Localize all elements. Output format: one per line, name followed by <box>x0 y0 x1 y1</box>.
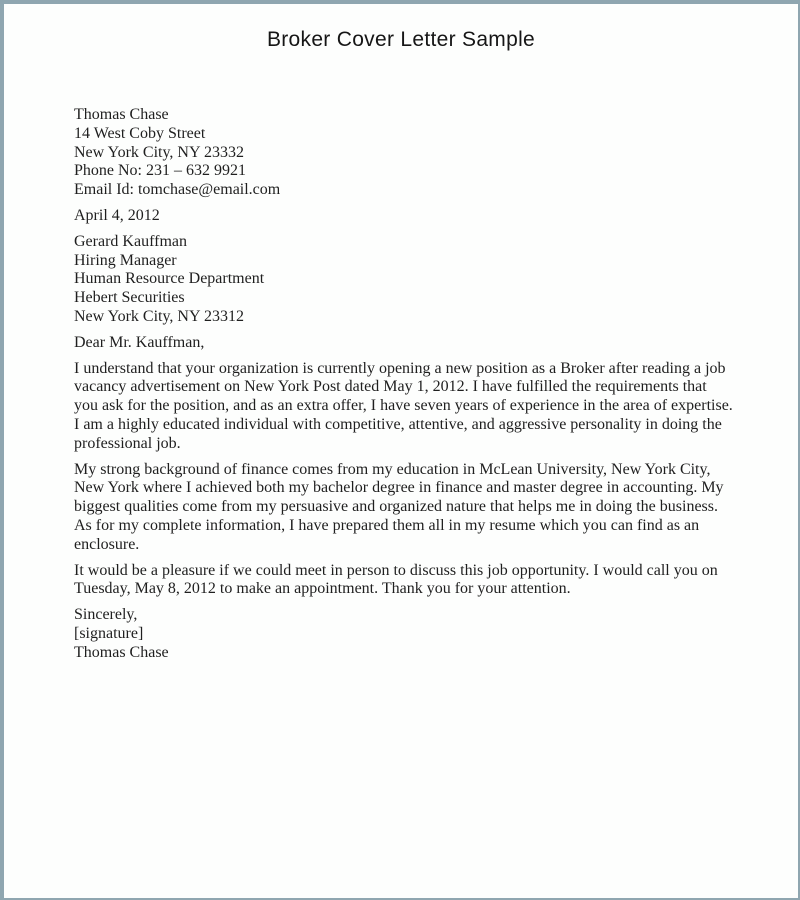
signed-name: Thomas Chase <box>74 643 169 661</box>
salutation: Dear Mr. Kauffman, <box>74 333 205 351</box>
recipient-job-title: Hiring Manager <box>74 251 177 269</box>
recipient-department: Human Resource Department <box>74 270 265 288</box>
body-paragraph-2: My strong background of finance comes from my education in McLean University, New York City, New York where I achieved both my bachelor degree in finance and master degree in accounting. My biggest qualities come from my persuasive and organized nature that helps me in doing the business. As for my complete information, I have prepared them all in my resume which you can find as an enclosure. <box>74 460 724 553</box>
closing-block <box>74 606 734 662</box>
sender-street: 14 West Coby Street <box>74 124 206 142</box>
recipient-company: Hebert Securities <box>74 289 185 307</box>
signature-placeholder: [signature] <box>74 624 144 642</box>
sender-name: Thomas Chase <box>74 106 169 123</box>
recipient-block <box>74 233 734 327</box>
date-line: April 4, 2012 <box>74 206 160 224</box>
sender-phone: Phone No: 231 – 632 9921 <box>74 162 246 180</box>
body-paragraph-3: It would be a pleasure if we could meet in person to discuss this job opportunity. I would call you on Tuesday, May 8, 2012 to make an appointment. Thank you for your attention. <box>74 561 718 598</box>
letter-body <box>74 106 734 663</box>
sender-city: New York City, NY 23332 <box>74 143 244 161</box>
recipient-address: New York City, NY 23312 <box>74 307 244 325</box>
sender-block <box>74 106 734 200</box>
valediction: Sincerely, <box>74 606 138 624</box>
body-paragraph-1: I understand that your organization is currently opening a new position as a Broker after reading a job vacancy advertisement on New York Post dated May 1, 2012. I have fulfilled the requirements that you ask for the position, and as an extra offer, I have seven years of experience in the area of expertise. I am a highly educated individual with competitive, attentive, and aggressive personality in doing the professional job. <box>74 359 733 452</box>
sender-email: Email Id: tomchase@email.com <box>74 181 281 199</box>
page-title: Broker Cover Letter Sample <box>266 28 536 51</box>
recipient-name: Gerard Kauffman <box>74 232 187 250</box>
